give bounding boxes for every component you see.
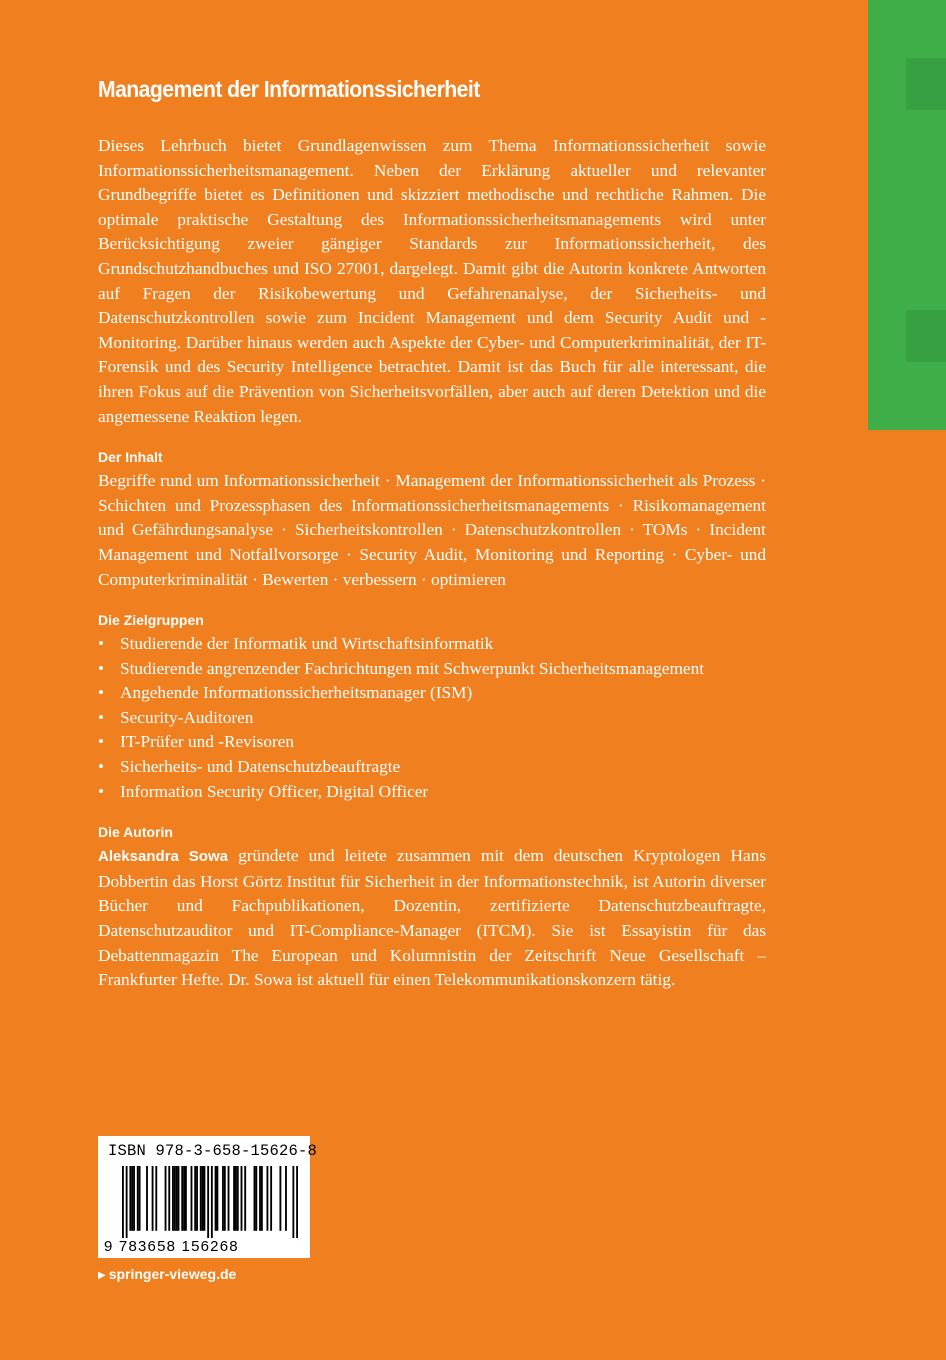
barcode-bar xyxy=(181,1166,183,1231)
barcode-bar xyxy=(185,1166,187,1231)
barcode-bar xyxy=(235,1166,237,1231)
barcode-bar xyxy=(131,1166,133,1231)
barcode-bars xyxy=(122,1166,298,1238)
barcode-bar xyxy=(133,1166,135,1231)
barcode-bar xyxy=(237,1166,239,1231)
barcode-bar xyxy=(122,1166,124,1238)
barcode-bar xyxy=(204,1166,206,1231)
author-bio-paragraph xyxy=(98,844,766,993)
barcode-bar xyxy=(216,1166,218,1231)
barcode-bar xyxy=(255,1166,257,1231)
book-title: Management der Informationssicherheit xyxy=(98,76,480,102)
barcode-bar xyxy=(178,1166,180,1231)
barcode-bar xyxy=(211,1166,213,1238)
barcode-bar xyxy=(222,1166,224,1231)
list-item: • Sicherheits- und Datenschutzbeauftragte xyxy=(98,755,766,780)
barcode-bar xyxy=(196,1166,198,1231)
barcode-bar xyxy=(233,1166,235,1231)
list-item: • Studierende der Informatik und Wirtschaftsinformatik xyxy=(98,632,766,657)
barcode-bar xyxy=(176,1166,178,1231)
barcode-bar xyxy=(244,1166,246,1231)
barcode-bar xyxy=(168,1166,170,1231)
barcode-bar xyxy=(261,1166,263,1231)
barcode-bar xyxy=(241,1166,243,1231)
list-item: • Information Security Officer, Digital Officer xyxy=(98,780,766,805)
barcode-bar xyxy=(228,1166,230,1231)
publisher-website[interactable] xyxy=(98,1264,236,1286)
barcode-bar xyxy=(155,1166,157,1231)
barcode-bar xyxy=(200,1166,202,1231)
barcode-bar xyxy=(172,1166,174,1231)
list-item: • IT-Prüfer und -Revisoren xyxy=(98,730,766,755)
barcode-bar xyxy=(174,1166,176,1231)
barcode-bar xyxy=(202,1166,204,1231)
isbn-barcode xyxy=(98,1136,318,1258)
barcode-bar xyxy=(224,1166,226,1231)
list-item: • Studierende angrenzender Fachrichtungen mit Schwerpunkt Sicherheitsmanagement xyxy=(98,657,766,682)
barcode-bar xyxy=(279,1166,281,1231)
website-label: springer-vieweg.de xyxy=(108,1266,237,1282)
list-item: • Angehende Informationssicherheitsmanager (ISM) xyxy=(98,681,766,706)
arrow-icon: ▶ xyxy=(98,1270,106,1281)
author-name: Aleksandra Sowa xyxy=(98,848,228,866)
audience-list xyxy=(98,632,766,804)
barcode-bar xyxy=(183,1166,185,1231)
barcode-bar xyxy=(146,1166,148,1231)
barcode-bar xyxy=(296,1166,298,1238)
audience-heading: Die Zielgruppen xyxy=(98,612,204,629)
barcode-bar xyxy=(137,1166,139,1231)
barcode-bar xyxy=(270,1166,272,1231)
barcode-bar xyxy=(165,1166,167,1231)
barcode-bar xyxy=(292,1166,294,1238)
barcode-bar xyxy=(194,1166,196,1231)
contents-heading: Der Inhalt xyxy=(98,449,163,466)
barcode-bar xyxy=(129,1166,131,1231)
stripe-mark-bottom xyxy=(906,310,946,362)
stripe-mark-top xyxy=(906,58,946,110)
barcode-bar xyxy=(259,1166,261,1231)
barcode-bar xyxy=(207,1166,209,1238)
barcode-bar xyxy=(215,1166,217,1231)
barcode-bar xyxy=(191,1166,193,1231)
barcode-bar xyxy=(152,1166,154,1231)
barcode-bar xyxy=(254,1166,256,1231)
isbn-label: ISBN 978-3-658-15626-8 xyxy=(108,1142,318,1160)
list-item: • Security-Auditoren xyxy=(98,706,766,731)
barcode-bar xyxy=(267,1166,269,1231)
book-description: Dieses Lehrbuch bietet Grundlagenwissen zum Thema Informationssicherheit sowie Informationssicherheitsmanagement. Neben der Erklärung aktueller und relevanter Grundbegriffe bietet es Definitionen und skizziert methodische und rechtliche Rahmen. Die optimale praktische Gestaltung des Informationssicherheitsmanagements wird unter Berücksichtigung zweier gängiger Standards zur Informationssicherheit, des Grundschutzhandbuches und ISO 27001, dargelegt. Damit gibt die Autorin konkrete Antworten auf Fragen der Risikobewertung und Gefahrenanalyse, der Sicherheits- und Datenschutzkontrollen sowie zum Incident Management und dem Security Audit und -Monitoring. Darüber hinaus werden auch Aspekte der Cyber- und Computerkriminalität, der IT-Forensik und des Security Intelligence betrachtet. Damit ist das Buch für alle interessant, die ihren Fokus auf die Prävention von Sicherheitsvorfällen, aber auch auf deren Detektion und die angemessene Reaktion legen. xyxy=(98,136,766,426)
author-heading: Die Autorin xyxy=(98,824,173,841)
back-cover-content xyxy=(98,70,766,993)
barcode-bar xyxy=(139,1166,141,1231)
contents-text: Begriffe rund um Informationssicherheit · Management der Informationssicherheit als Prozess · Schichten und Prozessphasen des Informationssicherheitsmanagements · Risikomanagement und Gefährdungsanalyse · Sicherheitskontrollen · Datenschutzkontrollen · TOMs · Incident Management und Notfallvorsorge · Security Audit, Monitoring und Reporting · Cyber- und Computerkriminalität · Bewerten · verbessern · optimieren xyxy=(98,471,766,589)
author-bio: gründete und leitete zusammen mit dem deutschen Kryptologen Hans Dobbertin das Horst Görtz Institut für Sicherheit in der Informationstechnik, ist Autorin diverser Bücher und Fachpublikationen, Dozentin, zertifizierte Datenschutzbeauftragte, Datenschutzauditor und IT-Compliance-Manager (ITCM). Sie ist Essayistin für das Debattenmagazin The European und Kolumnistin der Zeitschrift Neue Gesellschaft – Frankfurter Hefte. Dr. Sowa ist aktuell für einen Telekommunikationskonzern tätig. xyxy=(98,846,767,990)
barcode-digits: 9 783658 156268 xyxy=(104,1238,239,1255)
barcode-bar xyxy=(285,1166,287,1231)
barcode-bar xyxy=(126,1166,128,1238)
